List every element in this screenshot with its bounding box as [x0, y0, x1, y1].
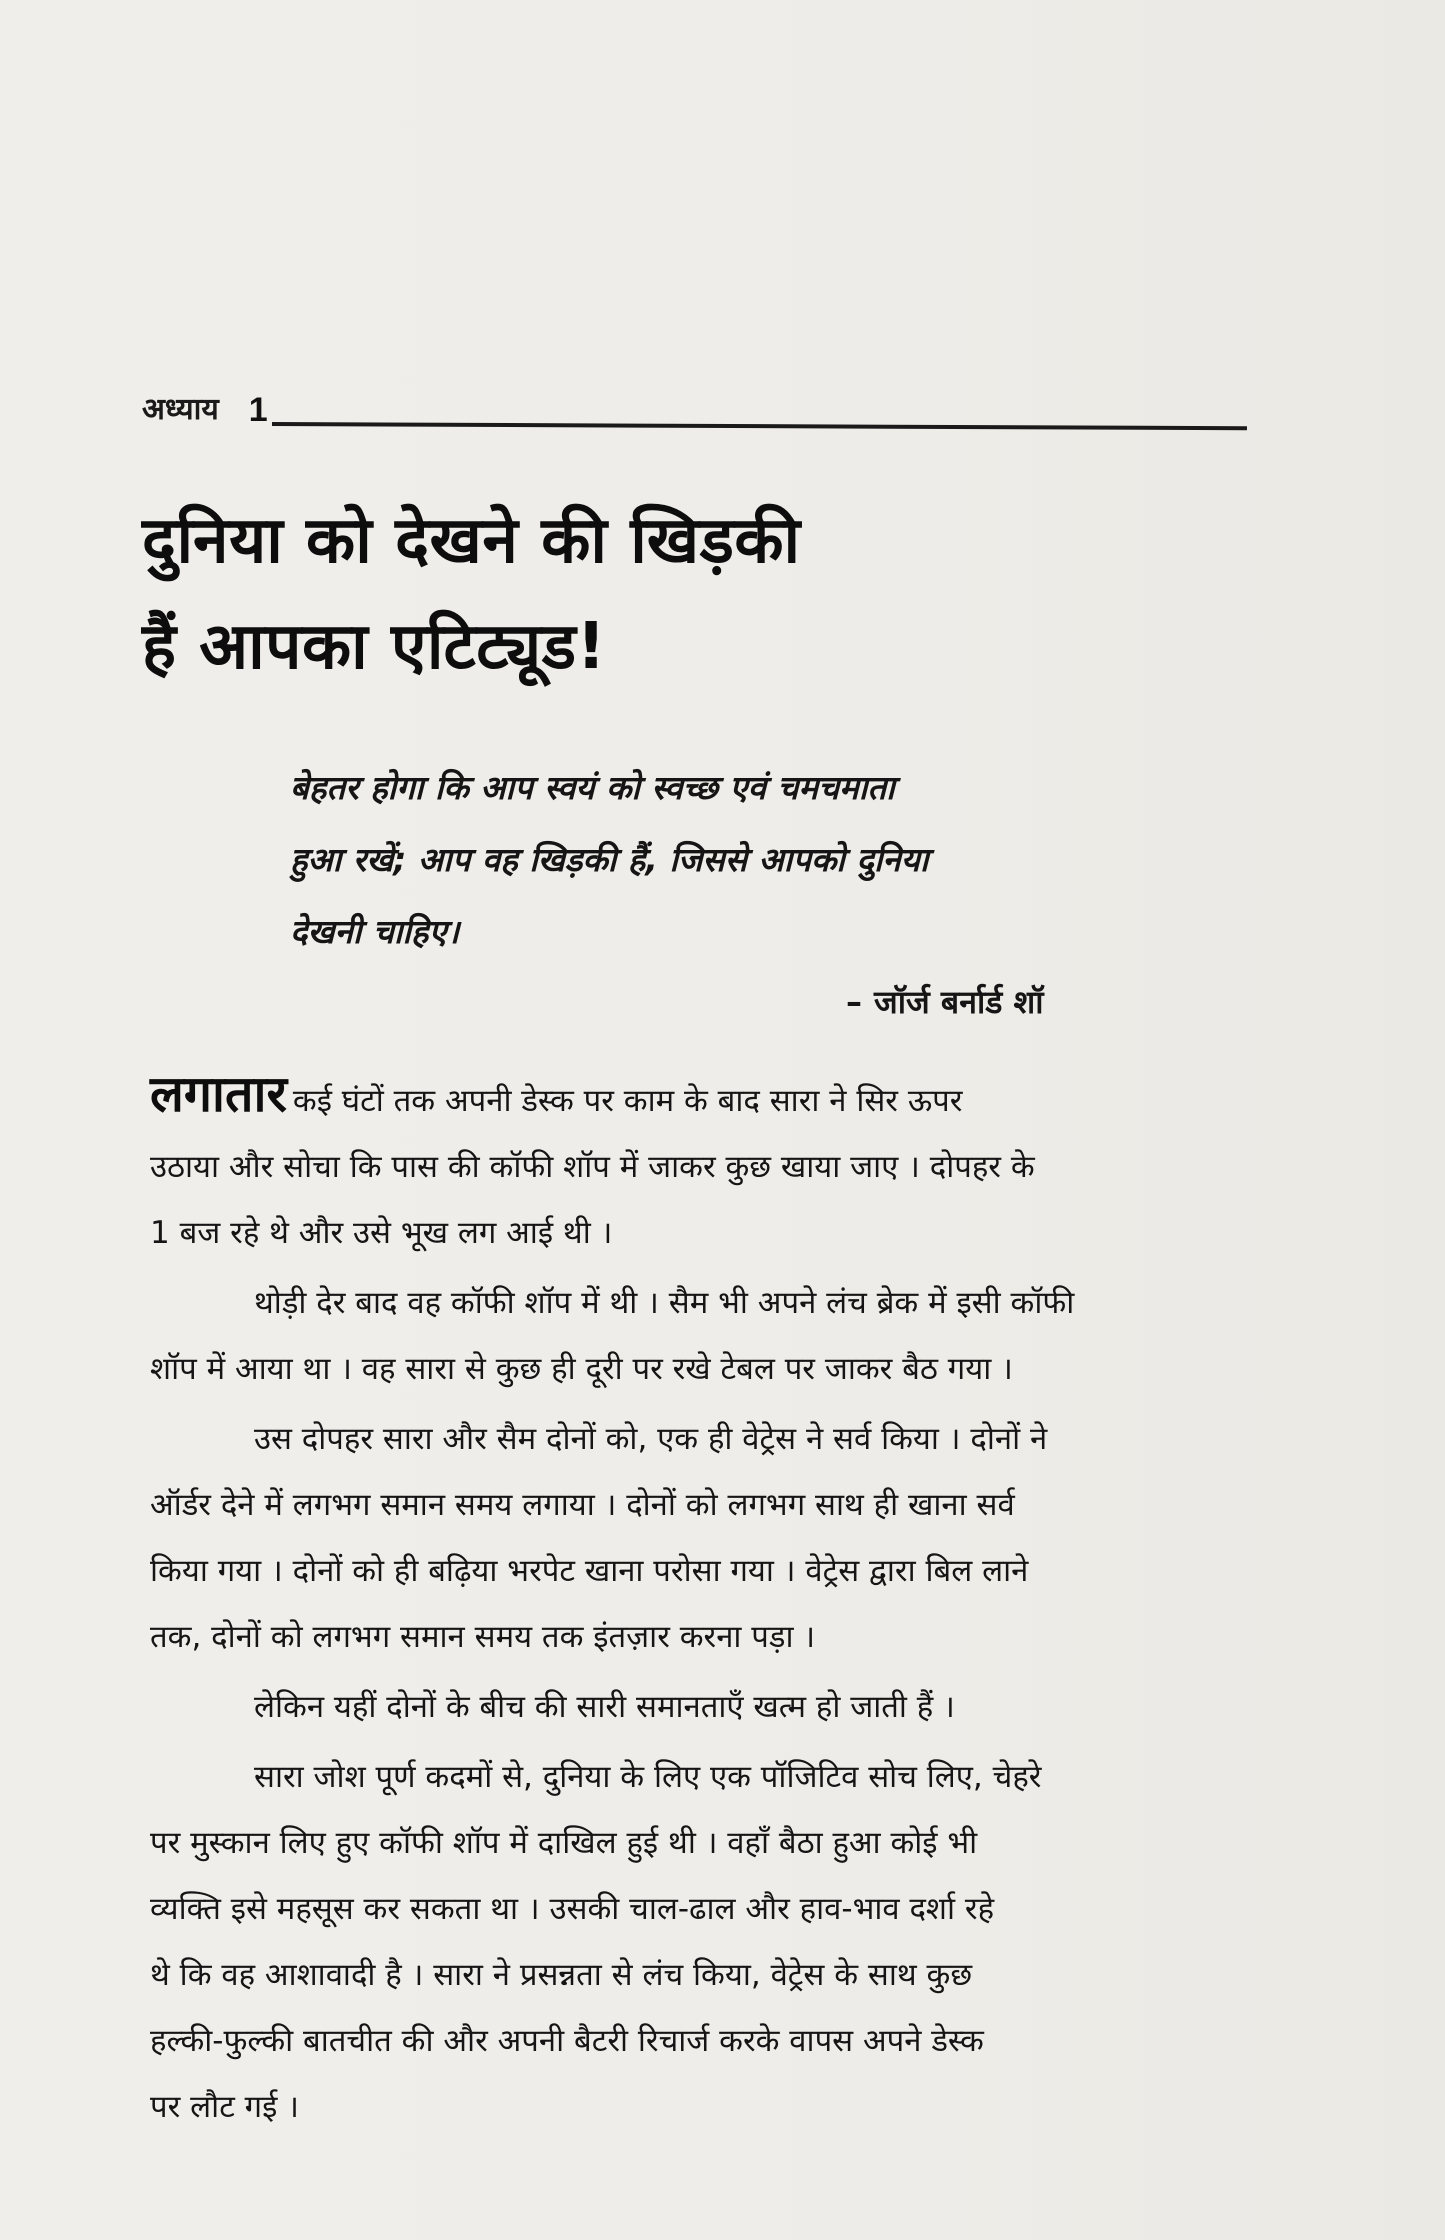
paragraph-line: किया गया । दोनों को ही बढ़िया भरपेट खाना परोसा गया । वेट्रेस द्वारा बिल लाने: [150, 1553, 1029, 1589]
paragraph-line: ऑर्डर देने में लगभग समान समय लगाया । दोनों को लगभग साथ ही खाना सर्व: [150, 1487, 1015, 1523]
attribution-dash: –: [846, 983, 862, 1021]
chapter-label: अध्याय: [142, 392, 219, 427]
body-text: [150, 1065, 1250, 2144]
chapter-title-line: दुनिया को देखने की खिड़की: [142, 504, 801, 578]
paragraph-line: थे कि वह आशावादी है । सारा ने प्रसन्नता से लंच किया, वेट्रेस के साथ कुछ: [150, 1957, 973, 1993]
paragraph-line: [150, 1065, 1250, 1134]
epigraph-line: हुआ रखें; आप वह खिड़की हैं, जिससे आपको दुनिया: [290, 840, 929, 879]
paragraph-line: व्यक्ति इसे महसूस कर सकता था । उसकी चाल-ढाल और हाव-भाव दर्शा रहे: [150, 1891, 995, 1927]
paragraph-line: पर लौट गई ।: [150, 2089, 299, 2125]
attribution-author: जॉर्ज बर्नार्ड शॉ: [874, 983, 1044, 1021]
chapter-heading: [142, 378, 1247, 428]
paragraph-line: हल्की-फुल्की बातचीत की और अपनी बैटरी रिचार्ज करके वापस अपने डेस्क: [150, 2023, 984, 2059]
paragraph: [150, 1674, 1250, 1740]
paragraph: [150, 1744, 1250, 2140]
paragraph-line-text: कई घंटों तक अपनी डेस्क पर काम के बाद सारा ने सिर ऊपर: [292, 1083, 963, 1119]
epigraph-attribution: [760, 972, 1260, 1032]
opening-word: लगातार: [150, 1065, 287, 1123]
chapter-number: 1: [248, 391, 268, 429]
epigraph-quote: [290, 752, 1250, 968]
paragraph-line: लेकिन यहीं दोनों के बीच की सारी समानताएँ खत्म हो जाती हैं ।: [254, 1689, 955, 1725]
chapter-title-line: हैं आपका एटिट्यूड!: [142, 610, 607, 684]
epigraph-line: देखनी चाहिए।: [290, 912, 460, 951]
epigraph-line: बेहतर होगा कि आप स्वयं को स्वच्छ एवं चमचमाता: [290, 768, 895, 807]
paragraph: [150, 1406, 1250, 1670]
paragraph-line: उस दोपहर सारा और सैम दोनों को, एक ही वेट्रेस ने सर्व किया । दोनों ने: [254, 1421, 1048, 1457]
paragraph-line: 1 बज रहे थे और उसे भूख लग आई थी ।: [150, 1215, 613, 1251]
paragraph-line: तक, दोनों को लगभग समान समय तक इंतज़ार करना पड़ा ।: [150, 1619, 816, 1655]
chapter-title: [142, 488, 1262, 700]
paragraph-line: पर मुस्कान लिए हुए कॉफी शॉप में दाखिल हुई थी । वहाँ बैठा हुआ कोई भी: [150, 1825, 978, 1861]
paragraph: [150, 1065, 1250, 1266]
paragraph-line: शॉप में आया था । वह सारा से कुछ ही दूरी पर रखे टेबल पर जाकर बैठ गया ।: [150, 1351, 1013, 1387]
paragraph-line: सारा जोश पूर्ण कदमों से, दुनिया के लिए एक पॉजिटिव सोच लिए, चेहरे: [254, 1759, 1042, 1795]
chapter-rule-divider: [272, 422, 1247, 430]
paragraph-line: उठाया और सोचा कि पास की कॉफी शॉप में जाकर कुछ खाया जाए । दोपहर के: [150, 1149, 1035, 1185]
paragraph-line: थोड़ी देर बाद वह कॉफी शॉप में थी । सैम भी अपने लंच ब्रेक में इसी कॉफी: [254, 1285, 1075, 1321]
paragraph: [150, 1270, 1250, 1402]
